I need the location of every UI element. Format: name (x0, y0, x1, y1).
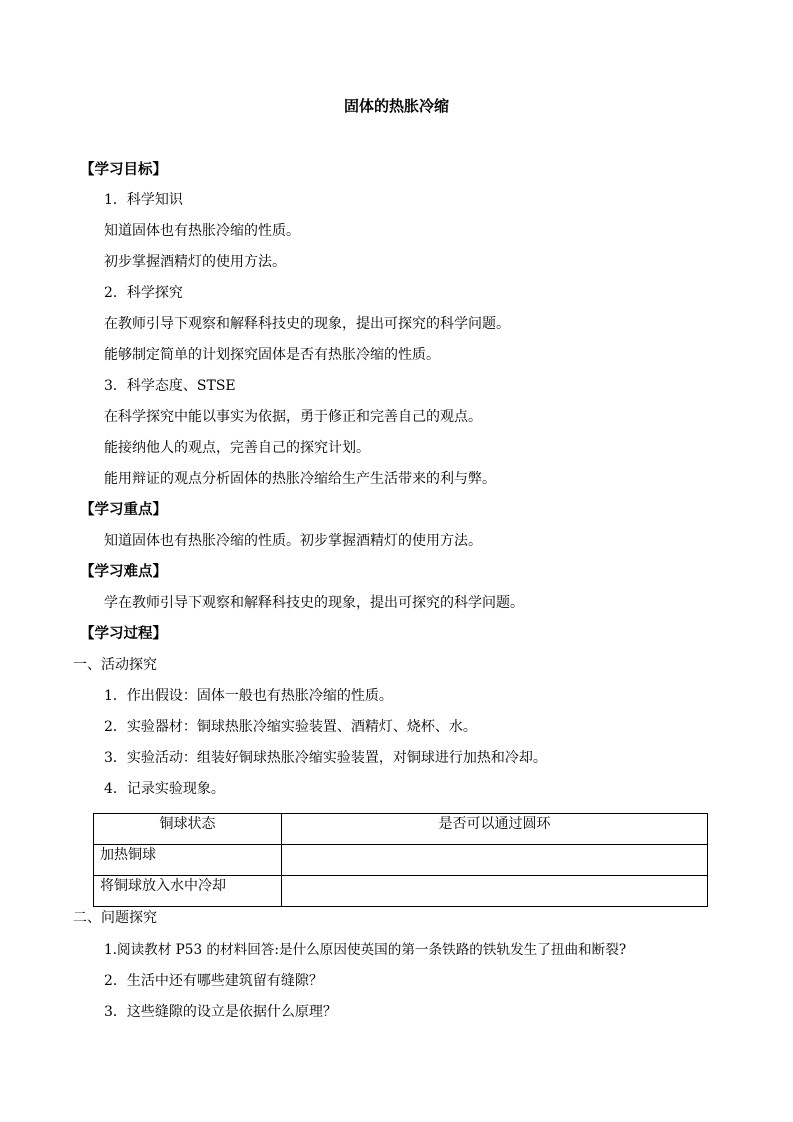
focus-text: 知道固体也有热胀冷缩的性质。初步掌握酒精灯的使用方法。 (104, 533, 482, 549)
table-cell: 将铜球放入水中冷却 (94, 876, 282, 907)
goal-line: 知道固体也有热胀冷缩的性质。 (104, 223, 300, 239)
goal-subheading: 1．科学知识 (104, 192, 183, 208)
section2-title: 二、问题探究 (73, 910, 157, 926)
section1-item: 1．作出假设：固体一般也有热胀冷缩的性质。 (104, 688, 393, 704)
goal-subheading: 3．科学态度、STSE (104, 378, 236, 394)
table-header-cell: 铜球状态 (94, 814, 282, 845)
section2-item: 1.阅读教材 P53 的材料回答:是什么原因使英国的第一条铁路的铁轨发生了扭曲和断裂? (104, 942, 627, 958)
table-header-cell: 是否可以通过圆环 (282, 814, 708, 845)
section1-item: 3．实验活动：组装好铜球热胀冷缩实验装置，对铜球进行加热和冷却。 (104, 750, 547, 766)
goal-line: 在科学探究中能以事实为依据，勇于修正和完善自己的观点。 (104, 409, 482, 425)
section1-item: 4．记录实验现象。 (104, 781, 225, 797)
document-title: 固体的热胀冷缩 (343, 97, 449, 115)
table-row (94, 876, 708, 907)
table-cell: 加热铜球 (94, 845, 282, 876)
section2-item: 3．这些缝隙的设立是依据什么原理？ (104, 1004, 337, 1020)
goal-line: 在教师引导下观察和解释科技史的现象，提出可探究的科学问题。 (104, 316, 510, 332)
difficulty-text: 学在教师引导下观察和解释科技史的现象，提出可探究的科学问题。 (104, 595, 524, 611)
goal-line: 能够制定简单的计划探究固体是否有热胀冷缩的性质。 (104, 347, 440, 363)
goal-line: 能接纳他人的观点，完善自己的探究计划。 (104, 440, 370, 456)
section1-title: 一、活动探究 (73, 657, 157, 673)
difficulty-heading: 【学习难点】 (80, 563, 167, 580)
goal-line: 能用辩证的观点分析固体的热胀冷缩给生产生活带来的利与弊。 (104, 471, 496, 487)
process-heading: 【学习过程】 (80, 625, 167, 642)
section2-item: 2．生活中还有哪些建筑留有缝隙？ (104, 973, 323, 989)
focus-heading: 【学习重点】 (80, 501, 167, 518)
goal-line: 初步掌握酒精灯的使用方法。 (104, 254, 286, 270)
table-cell-blank (282, 845, 708, 876)
table-header-row (94, 814, 708, 845)
table-cell-blank (282, 876, 708, 907)
observation-table (93, 813, 708, 907)
section1-item: 2．实验器材：铜球热胀冷缩实验装置、酒精灯、烧杯、水。 (104, 719, 477, 735)
table-row (94, 845, 708, 876)
goals-heading: 【学习目标】 (80, 161, 167, 178)
goal-subheading: 2．科学探究 (104, 285, 183, 301)
